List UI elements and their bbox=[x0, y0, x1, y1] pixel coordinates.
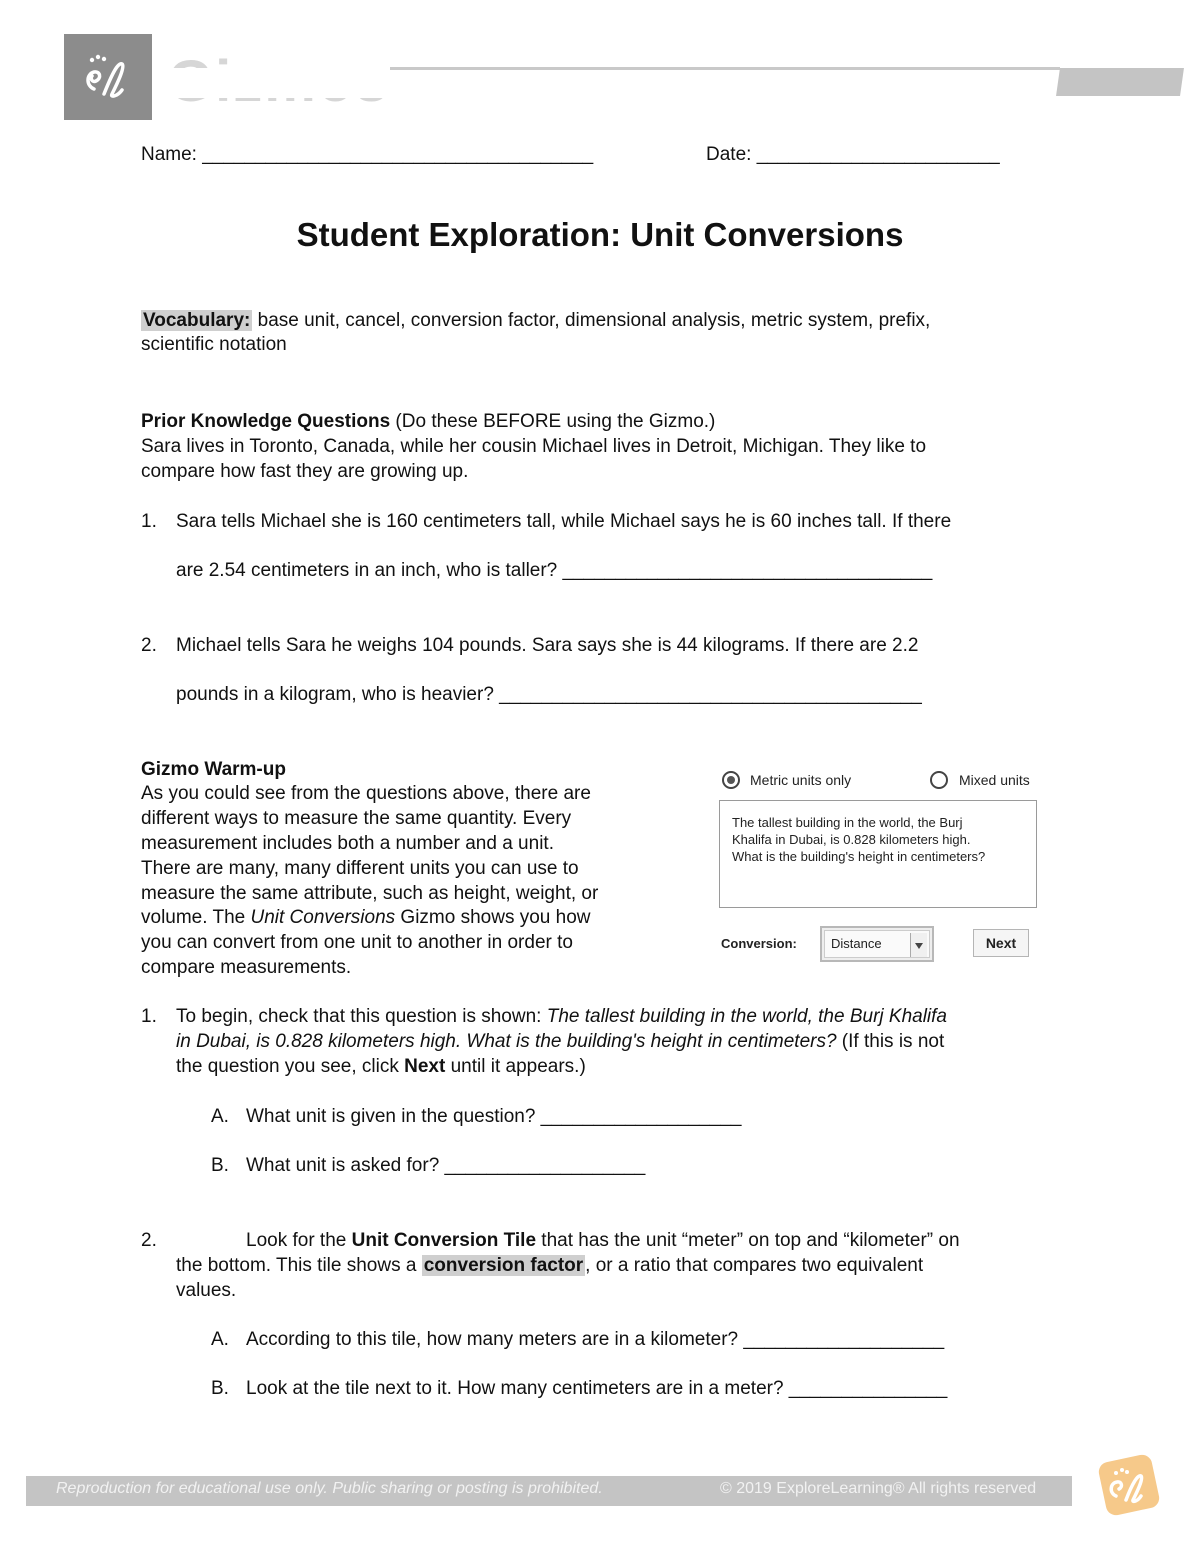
activity-q1-after: (If this is not bbox=[836, 1031, 945, 1052]
activity-q2-number: 2. bbox=[141, 1230, 157, 1251]
activity-q1-line-3-c: until it appears.) bbox=[445, 1056, 586, 1077]
conversion-select-inner bbox=[824, 930, 930, 958]
name-blank: _____________________________________ bbox=[202, 144, 594, 165]
warmup-line-2: different ways to measure the same quantity. Every bbox=[141, 808, 572, 829]
header-accent-bar bbox=[1056, 68, 1184, 96]
vocabulary-line-1 bbox=[141, 308, 930, 333]
activity-q2-line-3: values. bbox=[176, 1280, 237, 1301]
gizmo-question-box bbox=[719, 800, 1037, 908]
activity-q2-line-1 bbox=[246, 1228, 960, 1253]
header-divider bbox=[390, 67, 1060, 70]
conversion-factor-term: conversion factor bbox=[423, 1255, 584, 1276]
activity-q1-line-3-a: the question you see, click bbox=[176, 1056, 405, 1077]
prior-heading-note: (Do these BEFORE using the Gizmo.) bbox=[390, 411, 716, 432]
activity-q1-question-part-1: The tallest building in the world, the Burj Khalifa bbox=[546, 1006, 947, 1027]
warmup-line-3: measurement includes both a number and a unit. bbox=[141, 833, 554, 854]
page-title: Student Exploration: Unit Conversions bbox=[296, 216, 904, 253]
explorelearning-logo bbox=[64, 34, 152, 120]
prior-q2-number: 2. bbox=[141, 635, 157, 656]
activity-q1A-text: What unit is given in the question? ___________________ bbox=[246, 1106, 742, 1127]
explorelearning-el-icon bbox=[64, 34, 152, 120]
activity-q1-next-ref: Next bbox=[404, 1056, 446, 1077]
activity-q2-line-2-c: , or a ratio that compares two equivalent bbox=[585, 1255, 924, 1276]
activity-q1B-letter: B. bbox=[211, 1155, 229, 1176]
activity-q1-line-1 bbox=[176, 1004, 947, 1029]
conversion-select[interactable] bbox=[820, 926, 934, 962]
gizmo-question-line-3: What is the building's height in centimeters? bbox=[732, 849, 986, 864]
warmup-line-6 bbox=[141, 905, 591, 930]
date-label: Date: bbox=[706, 144, 752, 165]
gizmo-question-line-2: Khalifa in Dubai, is 0.828 kilometers high. bbox=[732, 832, 971, 847]
date-blank: _______________________ bbox=[756, 144, 1000, 165]
radio-metric-label: Metric units only bbox=[750, 772, 852, 788]
prior-heading bbox=[141, 409, 715, 434]
radio-selected-dot bbox=[727, 776, 735, 784]
activity-q2A-text: According to this tile, how many meters are in a kilometer? ___________________ bbox=[246, 1329, 945, 1350]
vocabulary-line-2: scientific notation bbox=[141, 334, 287, 355]
activity-q2B-text: Look at the tile next to it. How many centimeters are in a meter? _______________ bbox=[246, 1378, 948, 1399]
prior-q1-line-1: Sara tells Michael she is 160 centimeters tall, while Michael says he is 60 inches tall. If there bbox=[176, 511, 952, 532]
prior-q1-line-2: are 2.54 centimeters in an inch, who is taller? ___________________________________ bbox=[176, 560, 933, 581]
date-field bbox=[706, 142, 1000, 167]
warmup-line-4: There are many, many different units you can use to bbox=[141, 858, 579, 879]
prior-intro-1: Sara lives in Toronto, Canada, while her cousin Michael lives in Detroit, Michigan. They like to bbox=[141, 436, 927, 457]
activity-q2-line-2 bbox=[176, 1253, 923, 1278]
name-field bbox=[141, 142, 593, 167]
gizmo-question-line-1: The tallest building in the world, the Burj bbox=[732, 815, 963, 830]
activity-q1A-letter: A. bbox=[211, 1106, 229, 1127]
name-label: Name: bbox=[141, 144, 197, 165]
warmup-line-1: As you could see from the questions above, there are bbox=[141, 783, 591, 804]
activity-q1-line-2 bbox=[176, 1029, 944, 1054]
gizmo-question-text bbox=[732, 814, 985, 865]
warmup-line-5: measure the same attribute, such as height, weight, or bbox=[141, 883, 599, 904]
activity-q2-tile-ref: Unit Conversion Tile bbox=[351, 1230, 537, 1251]
warmup-line-6-b: Gizmo shows you how bbox=[395, 907, 591, 928]
activity-q1-number: 1. bbox=[141, 1006, 157, 1027]
prior-q2-line-1: Michael tells Sara he weighs 104 pounds. Sara says she is 44 kilograms. If there are 2.2 bbox=[176, 635, 919, 656]
activity-q1-line-3 bbox=[176, 1054, 586, 1079]
activity-q1B-text: What unit is asked for? ___________________ bbox=[246, 1155, 646, 1176]
activity-q1-lead: To begin, check that this question is shown: bbox=[176, 1006, 547, 1027]
prior-q2-line-2: pounds in a kilogram, who is heavier? ________________________________________ bbox=[176, 684, 922, 705]
radio-mixed-units[interactable] bbox=[930, 771, 948, 789]
warmup-line-8: compare measurements. bbox=[141, 957, 352, 978]
gizmo-name: Unit Conversions bbox=[250, 907, 396, 928]
activity-q2-line-2-a: the bottom. This tile shows a bbox=[176, 1255, 422, 1276]
chevron-down-icon[interactable] bbox=[910, 933, 927, 957]
activity-q2A-letter: A. bbox=[211, 1329, 229, 1350]
brand-mask bbox=[160, 68, 400, 98]
activity-q1-question-part-2: in Dubai, is 0.828 kilometers high. What is the building's height in centimeters? bbox=[176, 1031, 837, 1052]
conversion-select-value: Distance bbox=[831, 936, 882, 951]
prior-intro-2: compare how fast they are growing up. bbox=[141, 461, 469, 482]
activity-q2B-letter: B. bbox=[211, 1378, 229, 1399]
warmup-line-6-a: volume. The bbox=[141, 907, 251, 928]
activity-q2-tail: that has the unit “meter” on top and “kilometer” on bbox=[536, 1230, 960, 1251]
vocabulary-terms: base unit, cancel, conversion factor, dimensional analysis, metric system, prefix, bbox=[252, 310, 931, 331]
conversion-label: Conversion: bbox=[721, 936, 797, 951]
footer-copyright: © 2019 ExploreLearning® All rights reserved bbox=[720, 1480, 1037, 1497]
radio-metric-units[interactable] bbox=[722, 771, 740, 789]
footer-notice: Reproduction for educational use only. Public sharing or posting is prohibited. bbox=[56, 1480, 603, 1497]
radio-mixed-label: Mixed units bbox=[959, 772, 1030, 788]
prior-q1-number: 1. bbox=[141, 511, 157, 532]
prior-heading-title: Prior Knowledge Questions bbox=[141, 411, 391, 432]
warmup-line-7: you can convert from one unit to another in order to bbox=[141, 932, 573, 953]
vocabulary-label: Vocabulary: bbox=[143, 310, 251, 331]
explorelearning-el-icon bbox=[1094, 1450, 1164, 1520]
next-button[interactable]: Next bbox=[973, 929, 1029, 957]
activity-q2-lead: Look for the bbox=[246, 1230, 352, 1251]
warmup-heading: Gizmo Warm-up bbox=[141, 759, 286, 780]
